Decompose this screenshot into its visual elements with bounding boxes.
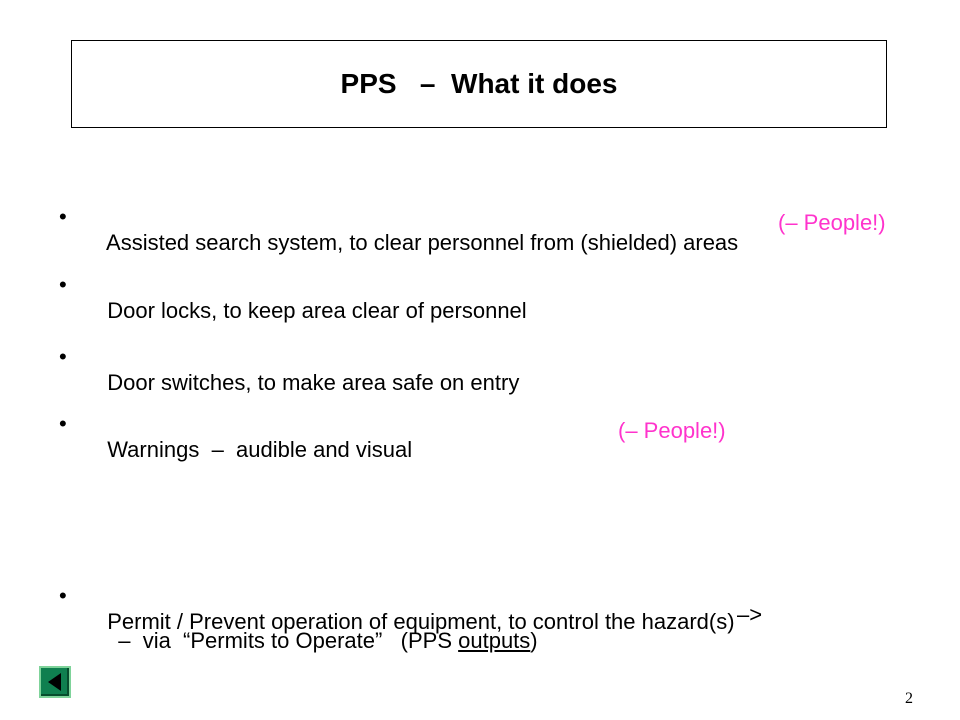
bullet-permit-prevent-text: Permit / Prevent operation of equipment, to control the hazard(s) xyxy=(107,609,735,634)
bullet-marker: • xyxy=(59,204,67,229)
bullet-door-switches-text: Door switches, to make area safe on entry xyxy=(107,370,520,395)
previous-slide-button[interactable] xyxy=(39,666,71,698)
title-box xyxy=(71,40,887,128)
sub-item-arrow: –> xyxy=(737,602,763,627)
previous-arrow-icon xyxy=(41,668,69,696)
sub-item-permits xyxy=(106,602,538,654)
bullet-door-locks xyxy=(59,246,527,324)
note-search-people: (– People!) xyxy=(778,210,886,235)
sub-item-suffix: ) xyxy=(530,628,538,653)
slide-title: PPS – What it does xyxy=(340,68,618,99)
bullet-warnings xyxy=(59,385,413,463)
bullet-door-locks-text: Door locks, to keep area clear of personnel xyxy=(107,298,527,323)
bullet-search xyxy=(59,178,739,256)
bullet-warnings-text: Warnings – audible and visual xyxy=(107,437,413,462)
bullet-marker: • xyxy=(59,411,67,436)
note-warnings-people: (– People!) xyxy=(618,418,726,443)
bullet-search-text: Assisted search system, to clear personnel from (shielded) areas xyxy=(106,230,739,255)
page-number: 2 xyxy=(905,690,913,707)
sub-item-outputs: outputs xyxy=(458,628,531,653)
sub-item-prefix: – via “Permits to Operate” (PPS xyxy=(118,628,459,653)
bullet-marker: • xyxy=(59,583,67,608)
bullet-marker: • xyxy=(59,344,67,369)
bullet-marker: • xyxy=(59,272,67,297)
